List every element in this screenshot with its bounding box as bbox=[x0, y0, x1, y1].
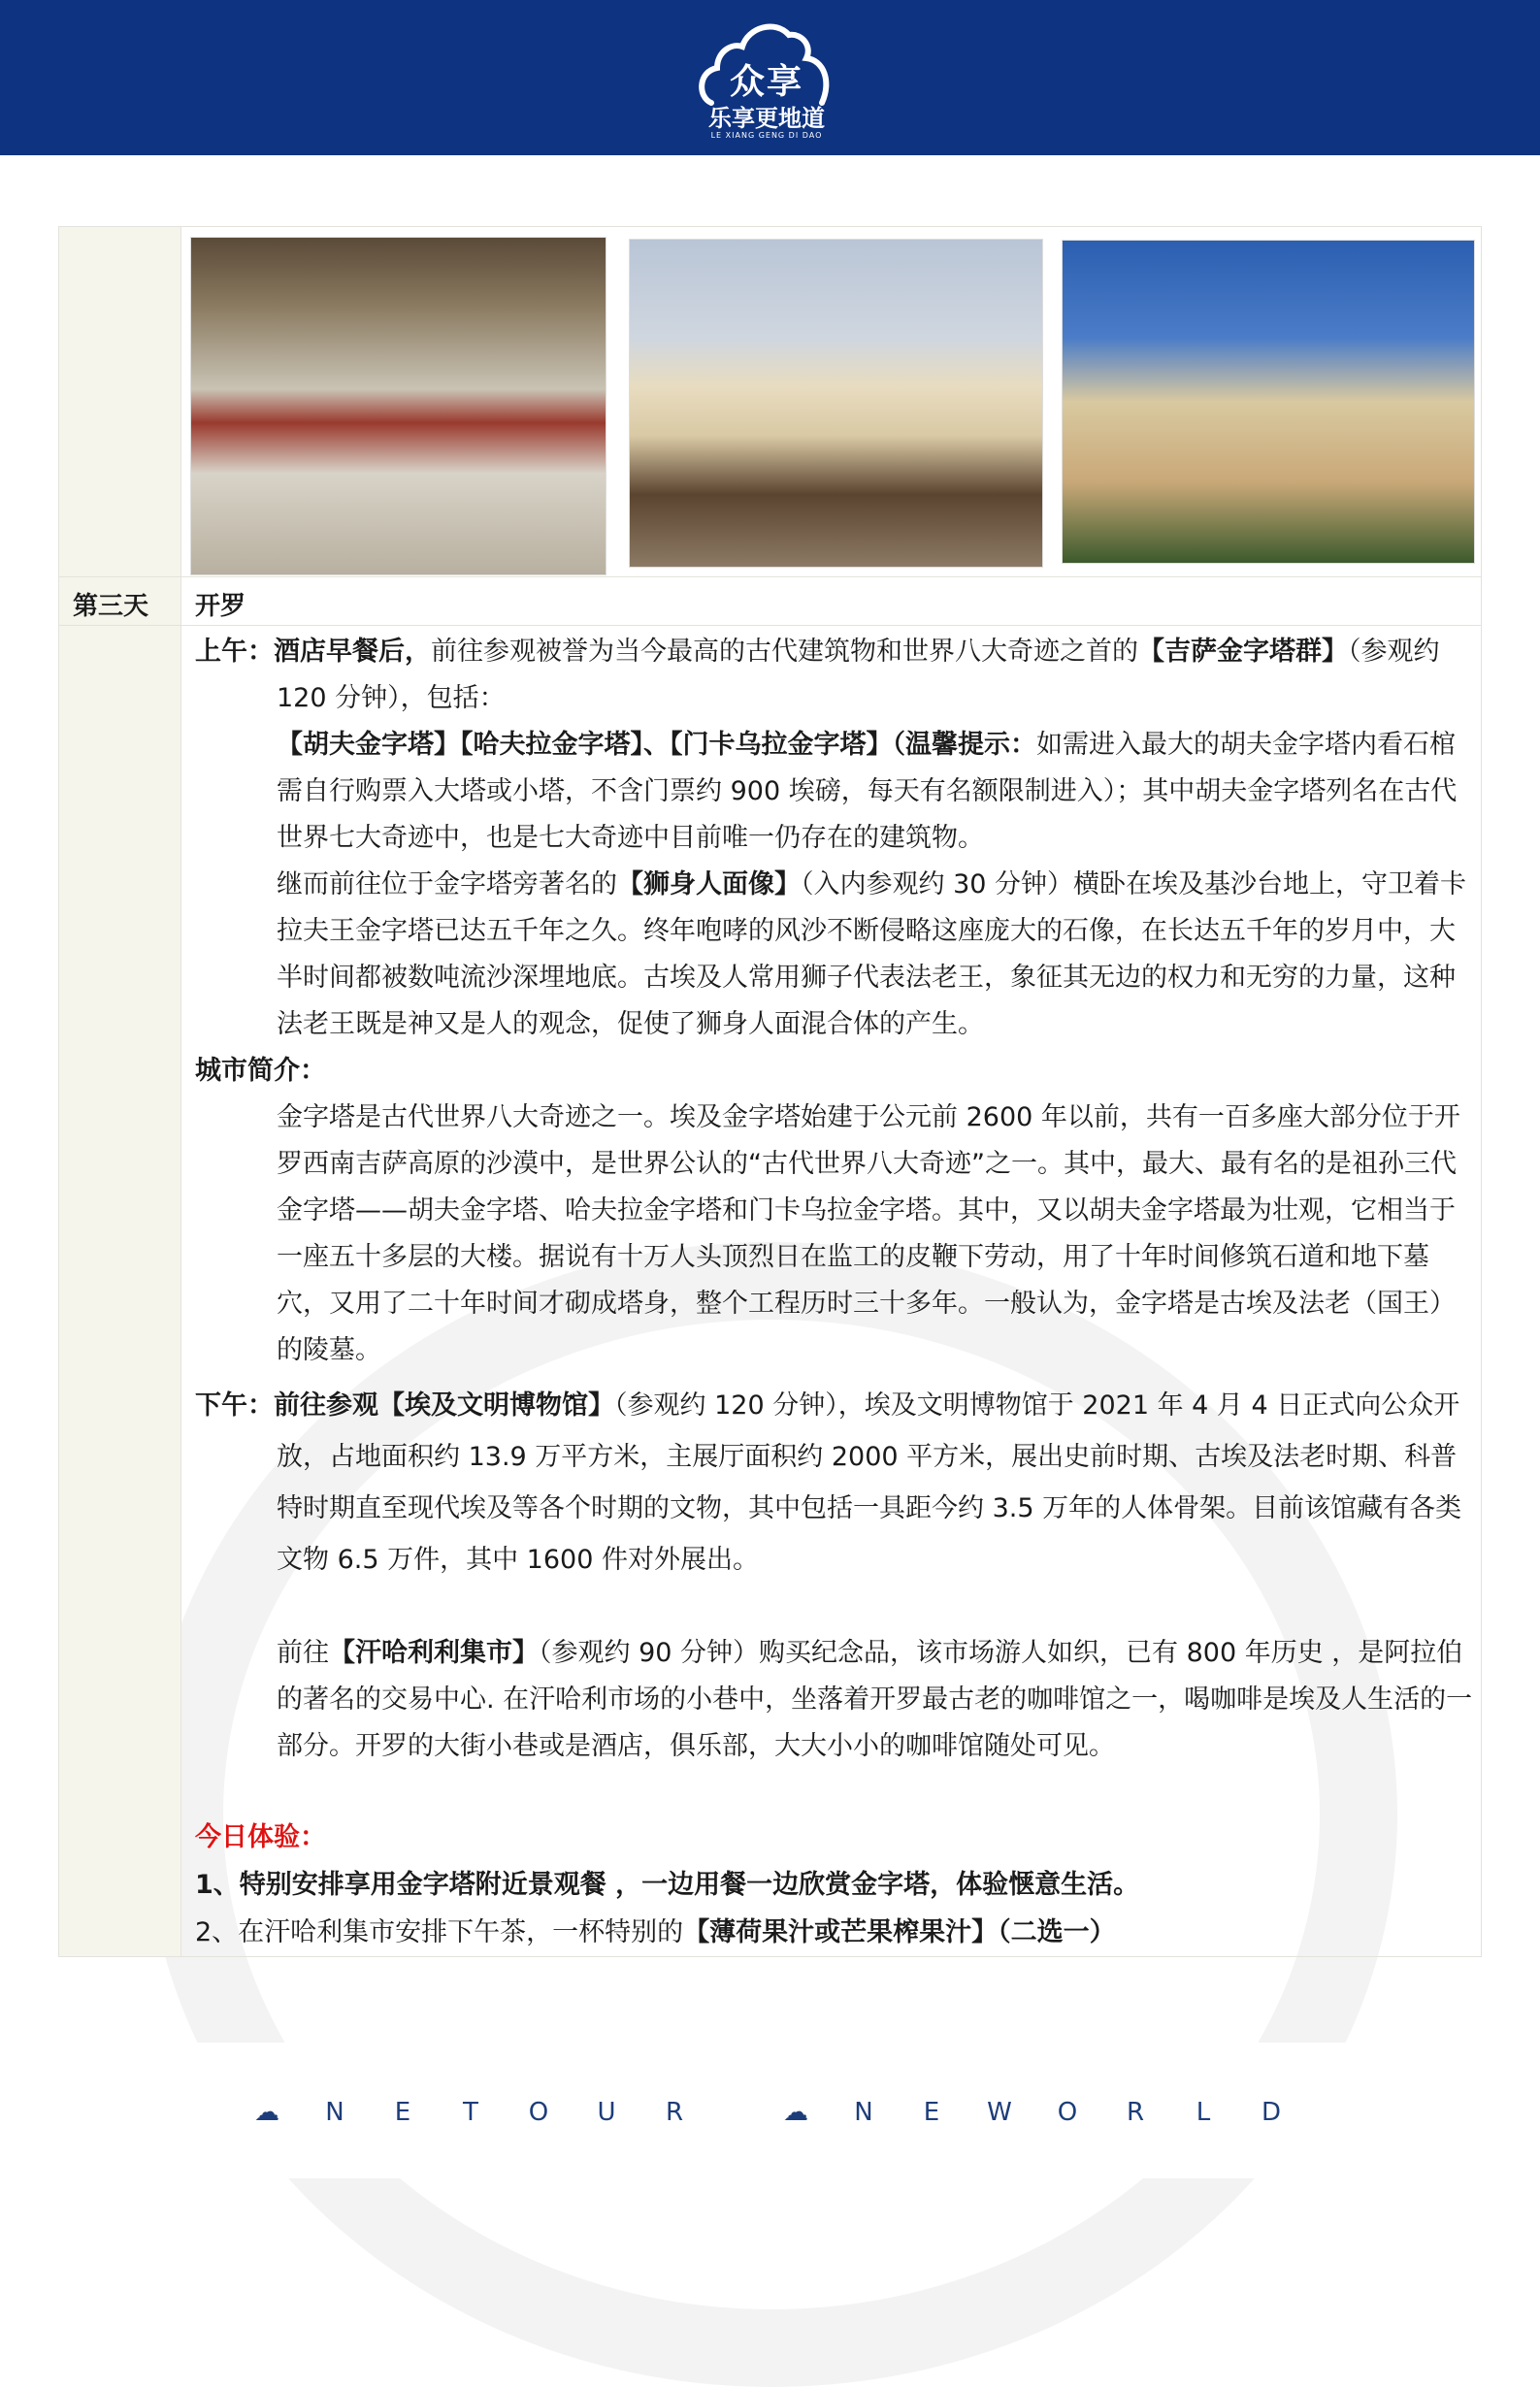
photo-hanging-church bbox=[629, 239, 1043, 568]
photo-citadel-mosque bbox=[1062, 240, 1475, 564]
text: 前往 bbox=[277, 1638, 329, 1668]
footer-letter: D bbox=[1261, 2098, 1282, 2127]
experience-item: 1、特别安排享用金字塔附近景观餐 ，一边用餐一边欣赏金字塔，体验惬意生活。 bbox=[195, 1870, 1140, 1900]
footer-letter: T bbox=[463, 2098, 478, 2127]
footer-letter: N bbox=[325, 2098, 344, 2127]
photo-museum-hall bbox=[190, 237, 606, 575]
logo-text: 众享 bbox=[729, 62, 803, 102]
city-intro-label: 城市简介： bbox=[195, 1056, 326, 1086]
attraction-name: 【吉萨金字塔群】 bbox=[1138, 637, 1348, 667]
footer-letter: W bbox=[987, 2098, 1012, 2127]
footer-letter: L bbox=[1196, 2098, 1211, 2127]
footer-netour bbox=[233, 2098, 708, 2127]
logo-pinyin: LE XIANG GENG DI DAO bbox=[710, 131, 823, 140]
logo-slogan: 乐享更地道 bbox=[708, 105, 825, 132]
header-bar bbox=[0, 0, 1540, 155]
pyramids-paragraph bbox=[195, 722, 1476, 862]
text: （入内参观约 30 分钟）横卧在埃及基沙台地上，守卫着卡拉夫王金字塔已达五千年之久。终年咆哮的风沙不断侵略这座庞大的石像，在长达五千年的岁月中，大半时间都被数吨流沙深埋地底。古埃及人常用狮子代表法老王，象征其无边的权力和无穷的力量，这种法老王既是神又是人的观念，促使了狮身人面混合体的产生。 bbox=[277, 869, 1467, 1039]
afternoon-section bbox=[195, 1380, 1476, 1586]
footer-letter: E bbox=[394, 2098, 411, 2127]
footer-neworld bbox=[762, 2098, 1305, 2127]
text: （参观约 120 分钟），包括： bbox=[277, 637, 1440, 713]
day-label: 第三天 bbox=[73, 592, 149, 621]
footer-letter: O bbox=[528, 2098, 549, 2127]
attraction-name: 【汗哈利利集市】 bbox=[329, 1638, 539, 1668]
text: 继而前往位于金字塔旁著名的 bbox=[277, 869, 617, 899]
text: 【薄荷果汁或芒果榨果汁】（二选一） bbox=[683, 1917, 1116, 1947]
footer-letter: N bbox=[854, 2098, 873, 2127]
attraction-name: 【胡夫金字塔】【哈夫拉金字塔】、【门卡乌拉金字塔】（温馨提示： bbox=[277, 730, 1036, 760]
footer-letter: R bbox=[665, 2098, 684, 2127]
day-content bbox=[195, 629, 1476, 1956]
text: 2、在汗哈利集市安排下午茶，一杯特别的 bbox=[195, 1917, 684, 1947]
itinerary-table bbox=[58, 226, 1482, 1957]
text: 如需进入最大的胡夫金字塔内看石棺需自行购票入大塔或小塔，不含门票约 900 埃磅，每天有名额限制进入）；其中胡夫金字塔列名在古代世界七大奇迹中，也是七大奇迹中目前唯一仍存在的建筑物。 bbox=[277, 730, 1458, 853]
brand-logo bbox=[694, 14, 839, 140]
bazaar-paragraph bbox=[195, 1630, 1476, 1770]
attraction-name: 前往参观【埃及文明博物馆】 bbox=[274, 1390, 614, 1421]
experience-label: 今日体验： bbox=[195, 1822, 326, 1852]
text: （参观约 90 分钟）购买纪念品，该市场游人如织，已有 800 年历史 ，是阿拉伯的著名的交易中心. 在汗哈利市场的小巷中，坐落着开罗最古老的咖啡馆之一，喝咖啡是埃及人生活的一部分。开罗的大街小巷或是酒店，俱乐部，大大小小的咖啡馆随处可见。 bbox=[277, 1638, 1473, 1761]
morning-label: 上午： bbox=[195, 637, 274, 667]
footer-letter: E bbox=[923, 2098, 940, 2127]
text: 前往参观被誉为当今最高的古代建筑物和世界八大奇迹之首的 bbox=[431, 637, 1138, 667]
sphinx-paragraph bbox=[195, 862, 1476, 1048]
morning-section bbox=[195, 629, 1476, 722]
attraction-name: 【狮身人面像】 bbox=[617, 869, 801, 899]
experience-item bbox=[195, 1910, 1476, 1956]
afternoon-label: 下午： bbox=[195, 1390, 274, 1421]
text: 酒店早餐后， bbox=[274, 637, 431, 667]
city-intro-text: 金字塔是古代世界八大奇迹之一。埃及金字塔始建于公元前 2600 年以前，共有一百多座大部分位于开罗西南吉萨高原的沙漠中，是世界公认的“古代世界八大奇迹”之一。其中，最大、最有名的是祖孙三代金字塔——胡夫金字塔、哈夫拉金字塔和门卡乌拉金字塔。其中，又以胡夫金字塔最为壮观，它相当于一座五十多层的大楼。据说有十万人头顶烈日在监工的皮鞭下劳动，用了十年时间修筑石道和地下墓穴，又用了二十年时间才砌成塔身，整个工程历时三十多年。一般认为，金字塔是古埃及法老（国王）的陵墓。 bbox=[277, 1102, 1460, 1365]
footer-letter: U bbox=[597, 2098, 616, 2127]
footer-letter: R bbox=[1126, 2098, 1145, 2127]
cloud-icon: ☁ bbox=[783, 2098, 808, 2127]
footer-letter: O bbox=[1057, 2098, 1078, 2127]
cloud-icon: ☁ bbox=[254, 2098, 279, 2127]
text: （参观约 120 分钟），埃及文明博物馆于 2021 年 4 月 4 日正式向公众开放，占地面积约 13.9 万平方米，主展厅面积约 2000 平方米，展出史前时期、古埃及法老时期、科普特时期直至现代埃及等各个时期的文物，其中包括一具距今约 3.5 万年的人体骨架。目前该馆藏有各类文物 6.5 万件，其中 1600 件对外展出。 bbox=[277, 1390, 1462, 1575]
city-title: 开罗 bbox=[195, 592, 246, 621]
